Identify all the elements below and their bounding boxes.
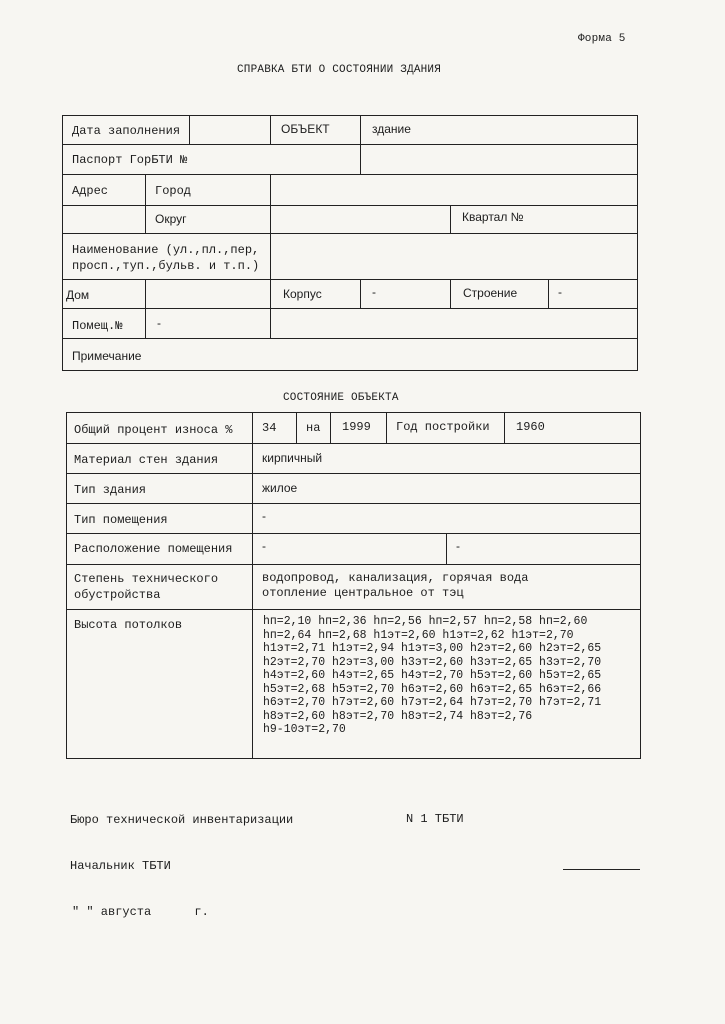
name-label-line2: просп.,туп.,бульв. и т.п.) [72,259,260,273]
bureau-number: N 1 ТБТИ [406,812,464,826]
ceiling-line: hп=2,64 hп=2,68 h1эт=2,60 h1эт=2,62 h1эт=2,70 [263,628,574,642]
room-type-value: - [262,509,266,523]
ceiling-line: h5эт=2,68 h5эт=2,70 h6эт=2,60 h6эт=2,65 h6эт=2,66 [263,682,602,696]
address-label: Адрес [72,184,109,198]
ceiling-line: h8эт=2,60 h8эт=2,70 h8эт=2,74 h8эт=2,76 [263,709,533,723]
pomesh-label: Помещ.№ [72,319,123,333]
district-label: Округ [155,212,187,226]
on-year: 1999 [342,420,371,434]
object-value: здание [372,122,411,136]
room-location-value-1: - [262,539,266,553]
passport-label: Паспорт ГорБТИ № [72,153,188,167]
built-label: Год постройки [396,420,490,434]
ceiling-line: hп=2,10 hп=2,36 hп=2,56 hп=2,57 hп=2,58 hп=2,60 [263,615,588,628]
stroenie-value: - [558,285,562,299]
stroenie-label: Строение [463,286,518,300]
ceiling-line: h6эт=2,70 h7эт=2,60 h7эт=2,64 h7эт=2,70 h7эт=2,71 [263,696,602,709]
building-type-value: жилое [262,481,298,495]
tech-label-line1: Степень технического [74,572,219,586]
room-location-label: Расположение помещения [74,542,233,556]
object-label: ОБЪЕКТ [281,122,330,136]
room-location-value-2: - [456,539,460,553]
tech-label-line2: обустройства [74,588,161,602]
date-line: " " августа г. [72,905,209,919]
wear-value: 34 [262,421,277,435]
name-label-line1: Наименование (ул.,пл.,пер, [72,243,260,257]
form-number-label: Форма 5 [578,33,626,45]
tech-value-line1: водопровод, канализация, горячая вода [262,571,529,585]
bureau-label: Бюро технической инвентаризации [70,813,294,827]
house-label: Дом [66,288,90,302]
ceiling-line: h2эт=2,70 h2эт=3,00 h3эт=2,60 h3эт=2,65 h3эт=2,70 [263,655,602,669]
document-title: СПРАВКА БТИ О СОСТОЯНИИ ЗДАНИЯ [237,64,442,76]
walls-value: кирпичный [262,451,323,465]
ceiling-line: h1эт=2,71 h1эт=2,94 h1эт=3,00 h2эт=2,60 h2эт=2,65 [263,642,602,655]
chief-label: Начальник ТБТИ [70,859,171,873]
note-label: Примечание [72,349,142,363]
ceiling-line: h4эт=2,60 h4эт=2,65 h4эт=2,70 h5эт=2,60 h5эт=2,65 [263,669,602,682]
city-label: Город [155,184,192,198]
ceiling-line: h9-10эт=2,70 [263,723,346,736]
block-label: Квартал № [462,210,524,224]
signature-line [563,869,640,870]
korpus-label: Корпус [283,287,322,301]
wear-label: Общий процент износа % [74,423,233,437]
tech-value-line2: отопление центральное от тэц [262,586,464,600]
section-title: СОСТОЯНИЕ ОБЪЕКТА [283,392,399,404]
walls-label: Материал стен здания [74,453,219,467]
on-label: на [306,421,321,435]
ceiling-heights-list [263,615,601,737]
built-year: 1960 [516,420,545,434]
building-type-label: Тип здания [74,483,147,497]
ceiling-label: Высота потолков [74,618,183,632]
fill-date-label: Дата заполнения [72,124,181,138]
pomesh-value: - [157,316,161,330]
korpus-value: - [372,285,376,299]
room-type-label: Тип помещения [74,513,168,527]
